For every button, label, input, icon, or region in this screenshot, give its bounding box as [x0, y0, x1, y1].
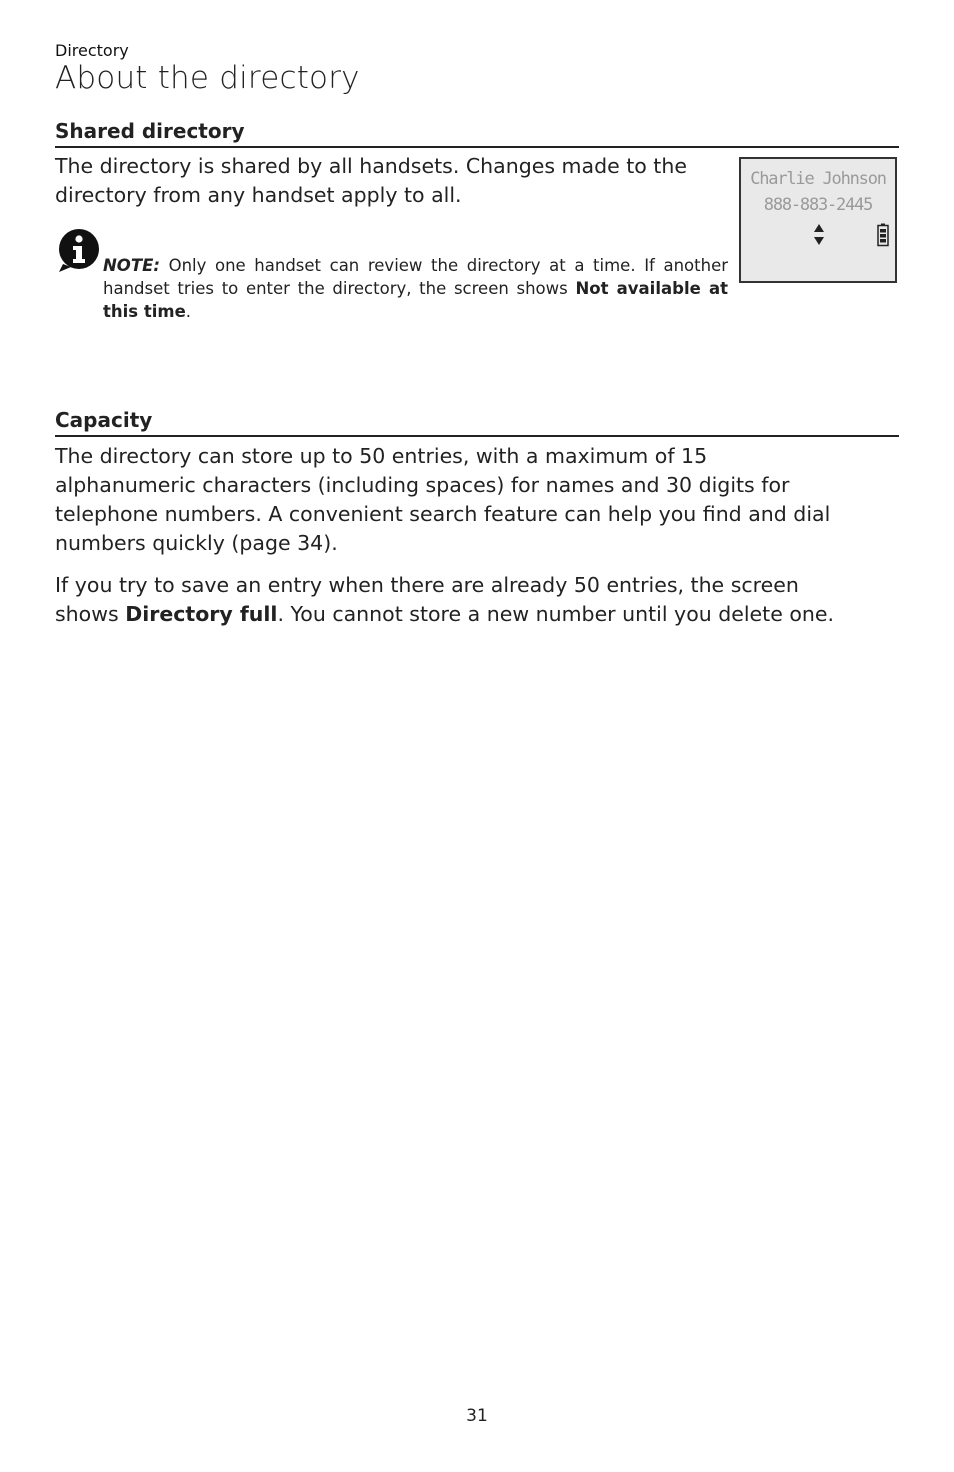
screen-number: 888-883-2445 — [763, 195, 873, 215]
paragraph-line — [55, 600, 905, 629]
paragraph-line: The directory can store up to 50 entries, with a maximum of 15 — [55, 444, 708, 468]
note-body: Only one handset can review the directory at a time. If another handset tries to enter the directory, the screen shows — [103, 256, 728, 298]
info-note-icon — [57, 228, 101, 272]
section-label: Directory — [55, 41, 129, 60]
handset-screen — [739, 157, 897, 283]
note-end: . — [185, 302, 192, 321]
shared-directory-heading: Shared directory — [55, 119, 245, 143]
battery-icon — [877, 223, 889, 247]
up-down-arrow-icon — [812, 223, 826, 247]
note-label: NOTE: — [103, 256, 160, 275]
note-text — [103, 254, 728, 323]
note-screen-message: Not available at this time — [103, 279, 729, 321]
paragraph-line: alphanumeric characters (including spaces) for names and 30 digits for — [55, 473, 790, 497]
paragraph-line: The directory is shared by all handsets. Changes made to the — [55, 154, 687, 178]
page-number: 31 — [466, 1406, 488, 1426]
capacity-paragraph-2 — [55, 571, 905, 629]
capacity-heading: Capacity — [55, 408, 153, 432]
paragraph-line: telephone numbers. A convenient search feature can help you find and dial — [55, 502, 831, 526]
page-title: About the directory — [55, 60, 360, 96]
capacity-paragraph-1 — [55, 442, 905, 558]
paragraph-line: If you try to save an entry when there are already 50 entries, the screen — [55, 573, 799, 597]
paragraph-line: directory from any handset apply to all. — [55, 183, 462, 207]
directory-full-message: Directory full — [125, 602, 278, 626]
heading-rule — [55, 146, 899, 148]
shared-directory-paragraph — [55, 152, 735, 210]
paragraph-line: numbers quickly (page 34). — [55, 531, 338, 555]
heading-rule — [55, 435, 899, 437]
screen-name: Charlie Johnson — [750, 169, 886, 189]
text-run: . You cannot store a new number until you delete one. — [277, 602, 835, 626]
text-run: shows — [55, 602, 126, 626]
